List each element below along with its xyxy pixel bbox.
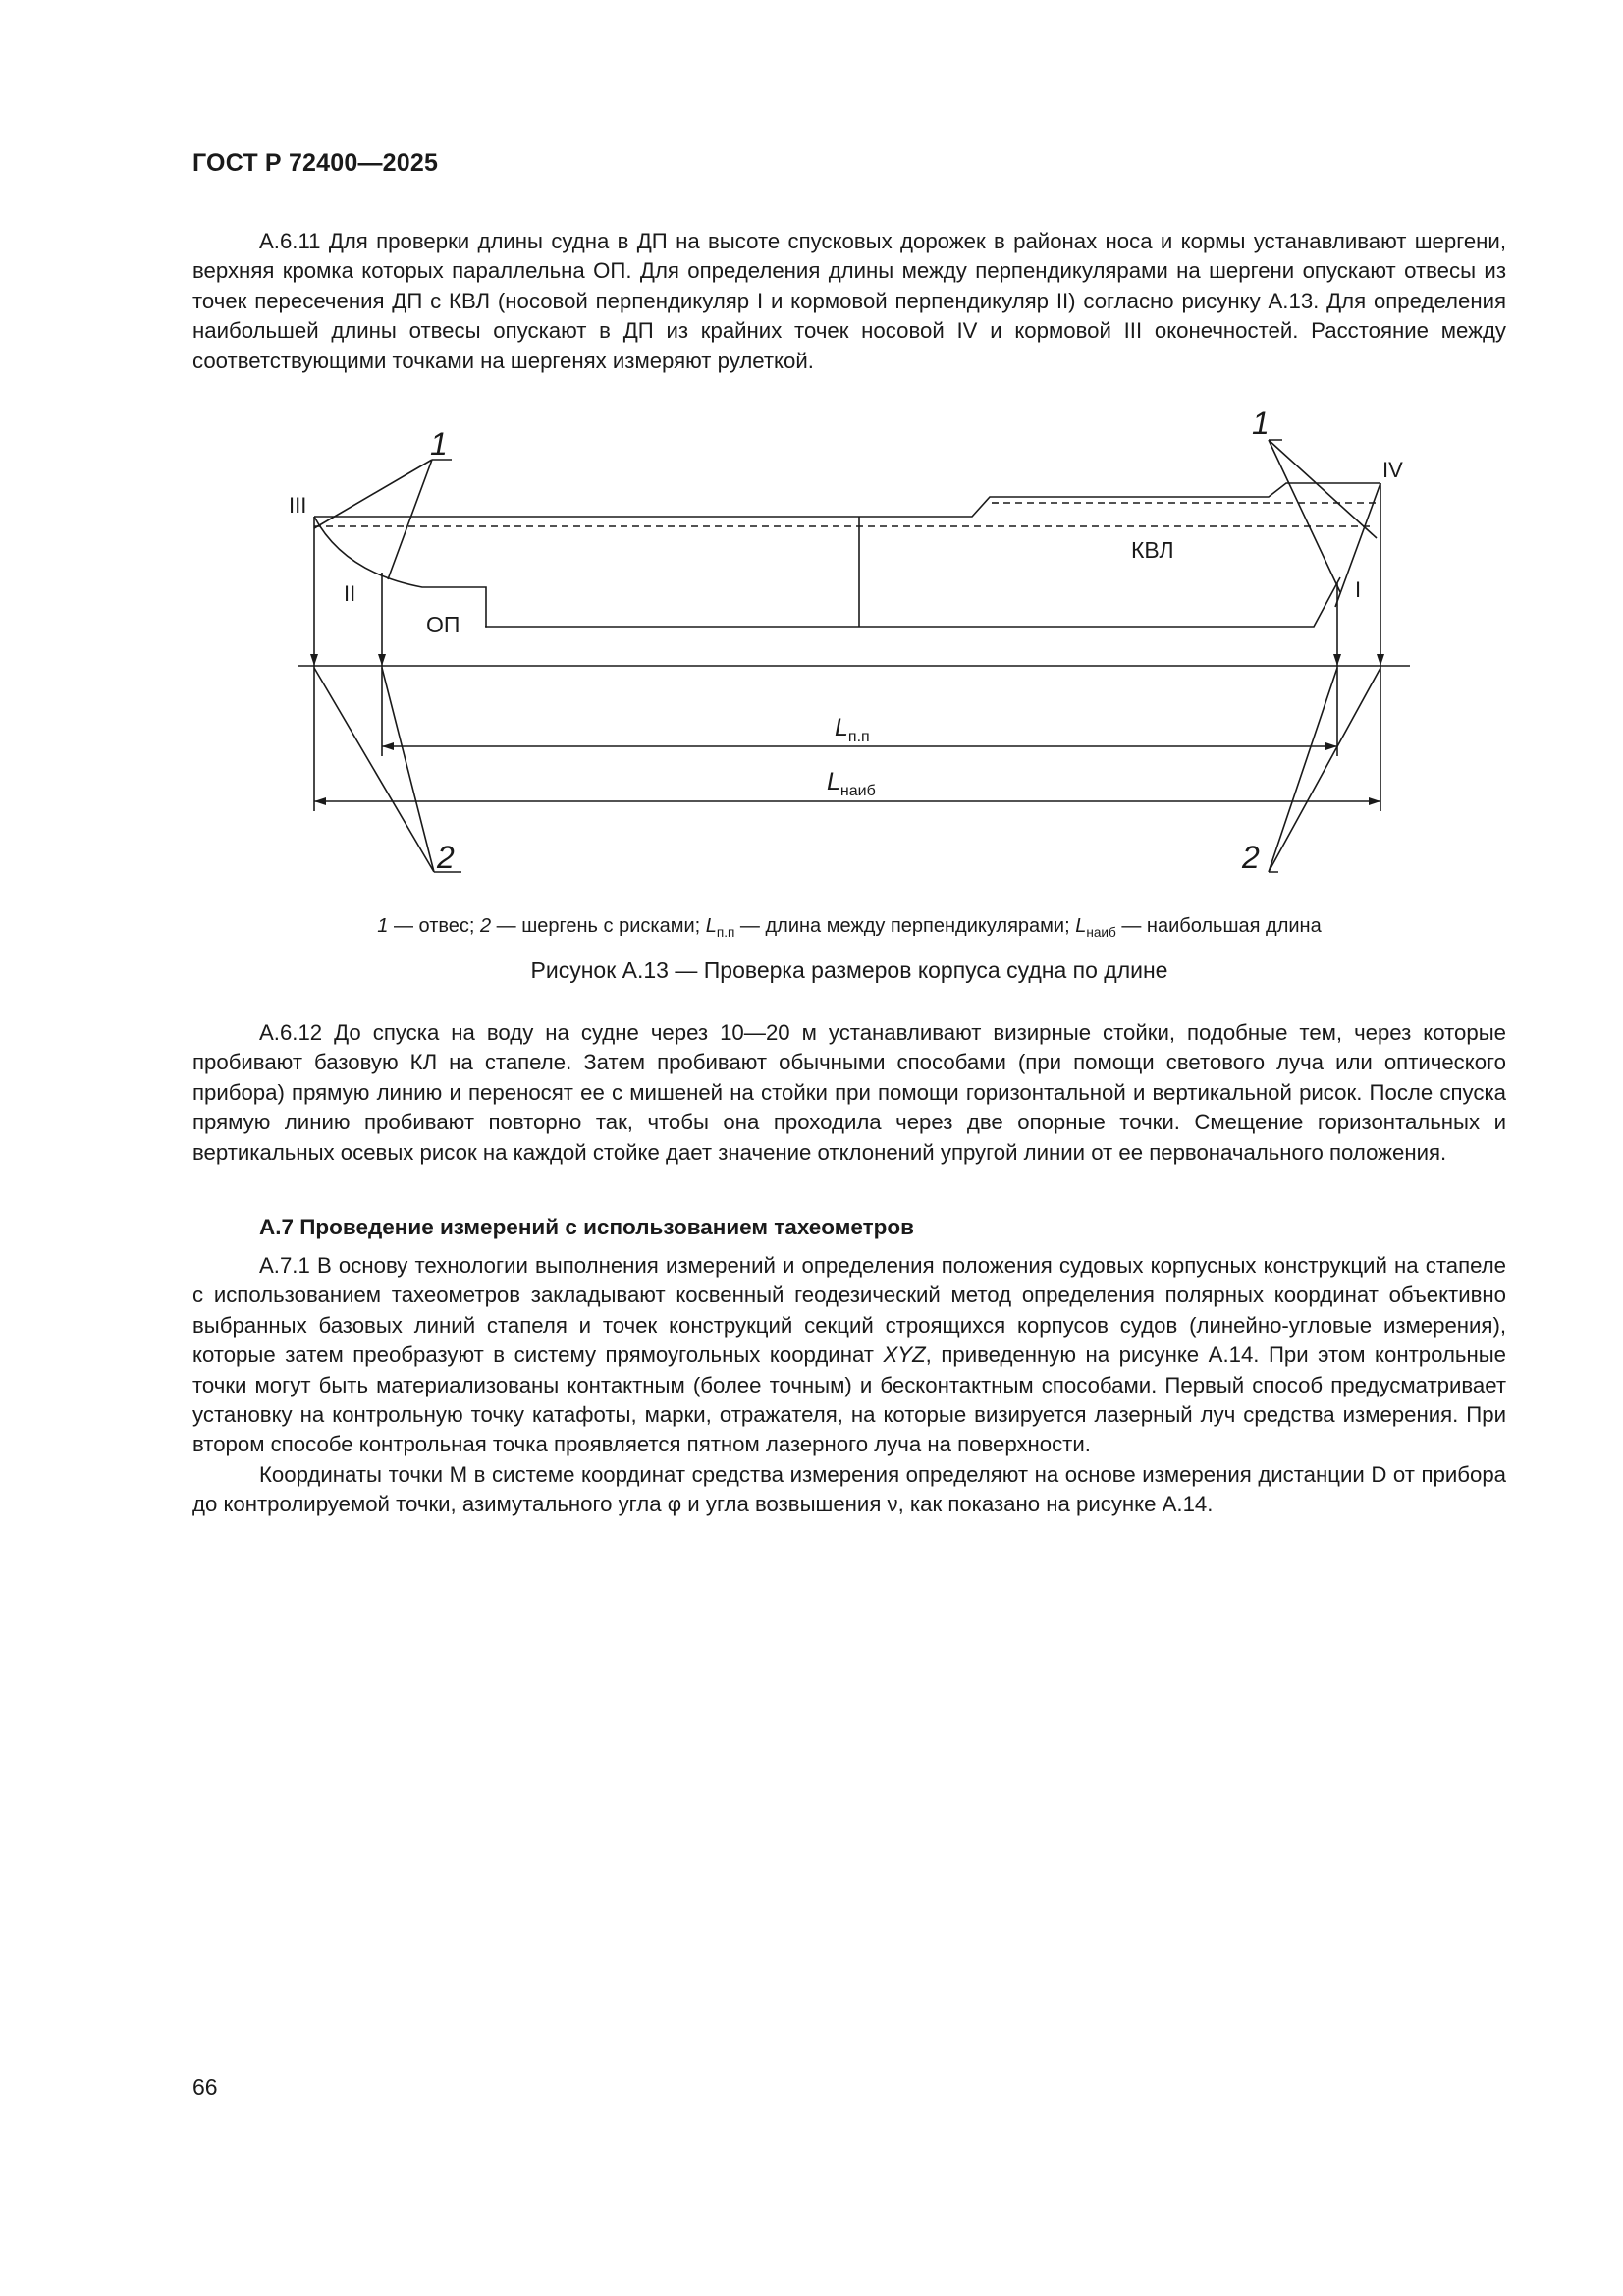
label-lpp: $L_{п.п}$ [835,714,870,745]
paragraph-a6-12 [192,1018,1506,1168]
hull-length-diagram [285,401,1434,902]
label-III: III [289,493,307,518]
section-heading-a7: А.7 Проведение измерений с использованием тахеометров [259,1215,914,1239]
keel-line [486,577,1340,627]
label-IV: IV [1382,458,1403,482]
label-II: II [344,581,356,606]
page-number: 66 [192,2074,218,2100]
label-2-left: 2 [437,840,455,875]
arrow-II [378,654,386,666]
paragraph-text: А.6.12 До спуска на воду на судне через 10—20 м устанавливают визирные стойки, подобные тем, через которые пробивают базовую КЛ на стапеле. Затем пробивают обычными способами (при помощи светового луча или оптического прибора) прямую линию и переносят ее с мишеней на стойки при помощи горизонтальной и вертикальной рисок. После спуска прямую линию пробивают повторно так, чтобы она проходила через две опорные точки. Смещение горизонтальных и вертикальных осевых рисок на каждой стойке дает значение отклонений упругой линии от ее первоначального положения. [192,1020,1506,1165]
paragraph-text: А.7.1 В основу технологии выполнения измерений и определения положения судовых корпусных конструкций на стапеле с использованием тахеометров закладывают косвенный геодезический метод определения полярных координат объективно выбранных базовых линий стапеля и точек конструкций секций строящихся корпусов судов (линейно-угловые измерения), которые затем преобразуют в систему прямоугольных координат XYZ, приведенную на рисунке А.14. При этом контрольные точки могут быть материализованы контактным (более точным) и бесконтактным способами. Первый способ предусматривает установку на контрольную точку катафоты, марки, отражателя, на которые визируется лазерный луч средства измерения. При втором способе контрольная точка проявляется пятном лазерного луча на поверхности. [192,1253,1506,1457]
arrow-lnaib-left [314,797,326,805]
label-I: I [1355,577,1362,602]
figure-a13 [285,401,1434,902]
paragraph-coordinates: Координаты точки М в системе координат средства измерения определяют на основе измерения дистанции D от прибора до контролируемой точки, азимутального угла φ и угла возвышения ν, как показано на рисунке А.14. [192,1461,1507,1517]
paragraph-text: A.6.11 Для проверки длины судна в ДП на высоте спусковых дорожек в районах носа и кормы устанавливают шергени, верхняя кромка которых параллельна ОП. Для определения длины между перпендикулярами на шергени опускают отвесы из точек пересечения ДП с КВЛ (носовой перпендикуляр I и кормовой перпендикуляр II) согласно рисунку А.13. Для определения наибольшей длины отвесы опускают в ДП из крайних точек носовой IV и кормовой III оконечностей. Расстояние между соответствующими точками на шергенях измеряют рулеткой. [192,229,1506,373]
document-header: ГОСТ Р 72400—2025 [192,149,439,177]
label-2-right: 2 [1242,840,1260,875]
paragraph-a6-11 [192,227,1506,376]
label-op: ОП [426,612,460,637]
leader-1-left [314,460,452,579]
leader-2-right [1269,668,1380,872]
label-kvl: КВЛ [1131,537,1174,563]
stern-curve [314,517,486,627]
arrow-lpp-left [382,742,394,750]
paragraph-a7-1 [192,1251,1506,1520]
arrow-lnaib-right [1369,797,1380,805]
label-1-left: 1 [430,426,448,462]
arrow-I [1333,654,1341,666]
label-lnaib: $L_{наиб}$ [827,768,876,799]
label-1-right: 1 [1252,406,1270,441]
figure-caption: Рисунок А.13 — Проверка размеров корпуса судна по длине [530,957,1168,983]
deck-line [314,483,1380,517]
figure-legend: 1 — отвес; 2 — шергень с рисками; $L_{п.п}$ — длина между перпендикулярами; $L_{наиб}$ — наибольшая длина [377,915,1322,940]
arrow-IV [1377,654,1384,666]
arrow-III [310,654,318,666]
leader-1-right [1269,440,1377,592]
